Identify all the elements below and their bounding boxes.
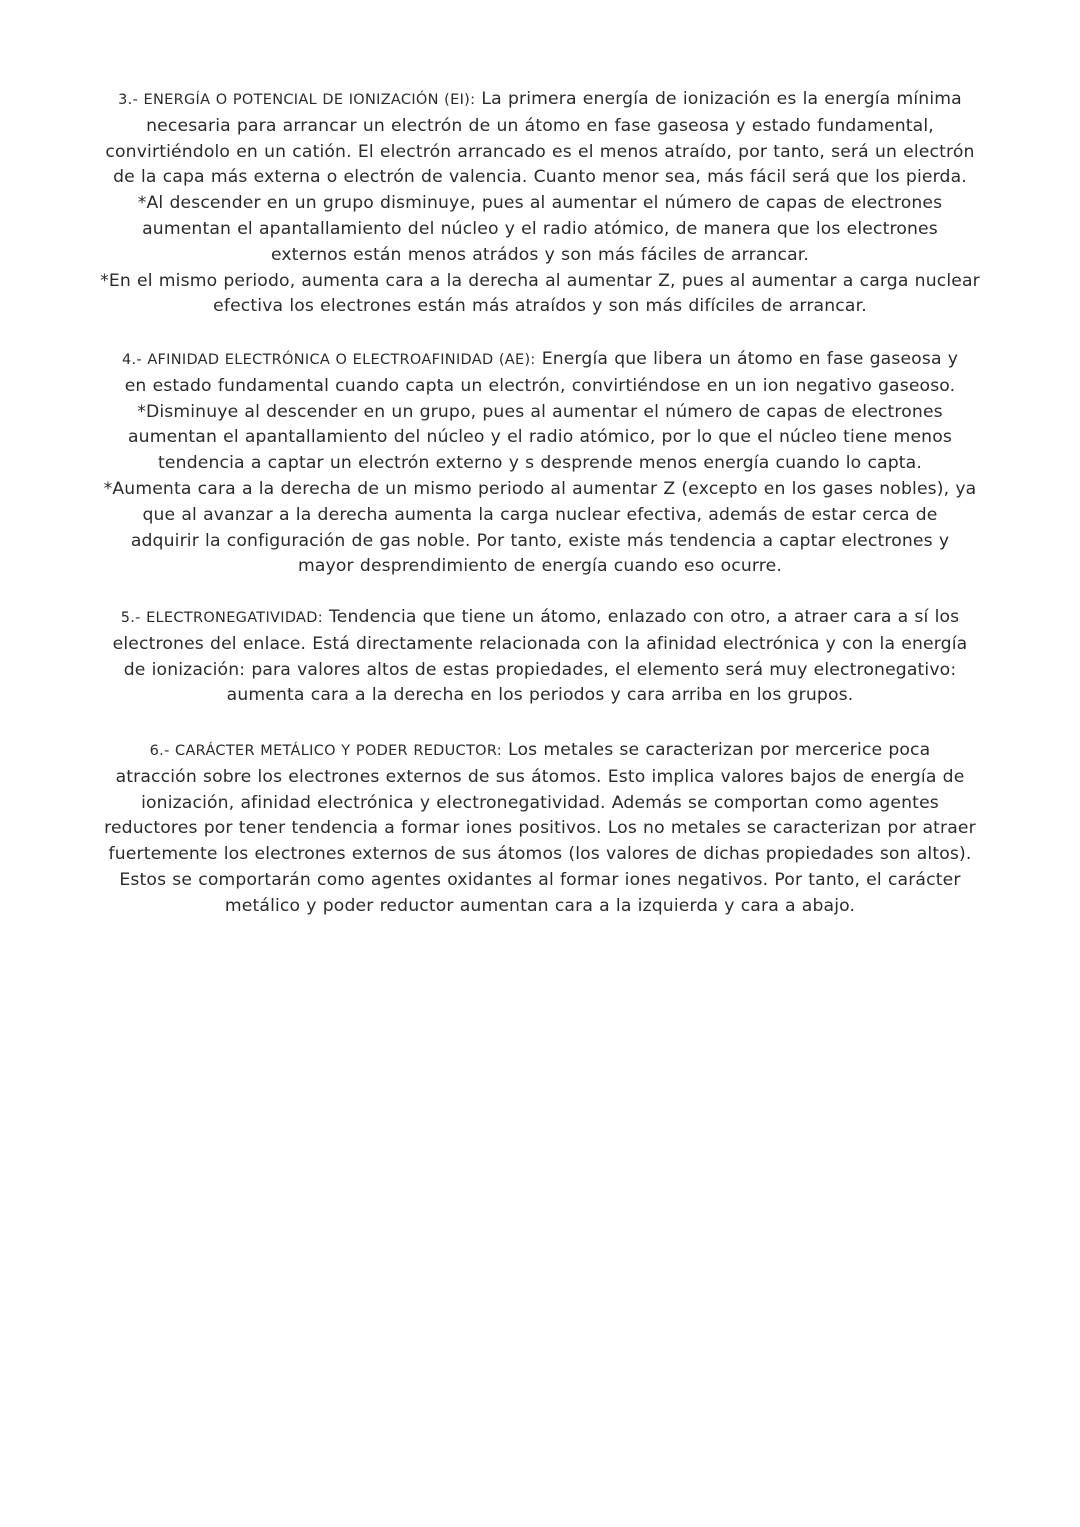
section-heading: 6.- CARÁCTER METÁLICO Y PODER REDUCTOR: bbox=[149, 743, 502, 759]
text-line: aumentan el apantallamiento del núcleo y el radio atómico, de manera que los electrones bbox=[142, 218, 938, 239]
text-line: Los metales se caracterizan por mercerice poca bbox=[501, 740, 931, 760]
text-line: *Al descender en un grupo disminuye, pues al aumentar el número de capas de electrones bbox=[137, 193, 943, 214]
text-line: Energía que libera un átomo en fase gaseosa y bbox=[535, 349, 959, 369]
text-line: necesaria para arrancar un electrón de un átomo en fase gaseosa y estado fundamental, bbox=[146, 115, 934, 136]
text-line: La primera energía de ionización es la energía mínima bbox=[475, 89, 962, 109]
section-first-line bbox=[40, 347, 1040, 374]
text-line: tendencia a captar un electrón externo y s desprende menos energía cuando lo capta. bbox=[158, 453, 922, 474]
section-metallic-character bbox=[40, 738, 1040, 920]
section-first-line bbox=[40, 605, 1040, 632]
text-line: que al avanzar a la derecha aumenta la carga nuclear efectiva, además de estar cerca de bbox=[142, 504, 938, 525]
text-line: *Disminuye al descender en un grupo, pues al aumentar el número de capas de electrones bbox=[137, 401, 943, 422]
section-first-line bbox=[40, 738, 1040, 765]
text-line: aumenta cara a la derecha en los periodos y cara arriba en los grupos. bbox=[226, 685, 854, 706]
text-line: de ionización: para valores altos de estas propiedades, el elemento será muy electronegativo: bbox=[123, 659, 957, 680]
text-line: adquirir la configuración de gas noble. Por tanto, existe más tendencia a captar electrones y bbox=[130, 530, 950, 551]
text-line: atracción sobre los electrones externos de sus átomos. Esto implica valores bajos de energía de bbox=[115, 766, 965, 787]
text-line: convirtiéndolo en un catión. El electrón arrancado es el menos atraído, por tanto, será un electrón bbox=[105, 141, 975, 162]
text-line: *En el mismo periodo, aumenta cara a la derecha al aumentar Z, pues al aumentar a carga nuclear bbox=[100, 270, 980, 291]
section-first-line bbox=[40, 87, 1040, 114]
section-ionization-energy bbox=[40, 87, 1040, 320]
text-line: de la capa más externa o electrón de valencia. Cuanto menor sea, más fácil será que los pierda. bbox=[113, 167, 967, 188]
text-line: *Aumenta cara a la derecha de un mismo periodo al aumentar Z (excepto en los gases nobles), ya bbox=[103, 478, 977, 499]
text-line: en estado fundamental cuando capta un electrón, convirtiéndose en un ion negativo gaseoso. bbox=[124, 375, 956, 396]
text-line: efectiva los electrones están más atraídos y son más difíciles de arrancar. bbox=[213, 296, 867, 317]
text-line: Estos se comportarán como agentes oxidantes al formar iones negativos. Por tanto, el carácter bbox=[119, 869, 961, 890]
text-line: mayor desprendimiento de energía cuando eso ocurre. bbox=[298, 556, 782, 577]
section-heading: 4.- AFINIDAD ELECTRÓNICA O ELECTROAFINIDAD (AE): bbox=[121, 352, 536, 368]
text-line: fuertemente los electrones externos de sus átomos (los valores de dichas propiedades son altos). bbox=[108, 844, 972, 865]
section-electronegativity bbox=[40, 605, 1040, 709]
text-line: Tendencia que tiene un átomo, enlazado con otro, a atraer cara a sí los bbox=[322, 607, 960, 627]
text-line: ionización, afinidad electrónica y electronegatividad. Además se comportan como agentes bbox=[141, 792, 939, 813]
section-electron-affinity bbox=[40, 347, 1040, 580]
text-line: metálico y poder reductor aumentan cara a la izquierda y cara a abajo. bbox=[224, 895, 856, 916]
section-heading: 3.- ENERGÍA O POTENCIAL DE IONIZACIÓN (EI): bbox=[118, 92, 476, 108]
section-heading: 5.- ELECTRONEGATIVIDAD: bbox=[120, 610, 323, 626]
text-line: aumentan el apantallamiento del núcleo y el radio atómico, por lo que el núcleo tiene menos bbox=[128, 427, 952, 448]
text-line: reductores por tener tendencia a formar iones positivos. Los no metales se caracterizan por atraer bbox=[104, 818, 976, 839]
text-line: externos están menos atrádos y son más fáciles de arrancar. bbox=[270, 244, 810, 265]
text-line: electrones del enlace. Está directamente relacionada con la afinidad electrónica y con la energía bbox=[112, 633, 968, 654]
